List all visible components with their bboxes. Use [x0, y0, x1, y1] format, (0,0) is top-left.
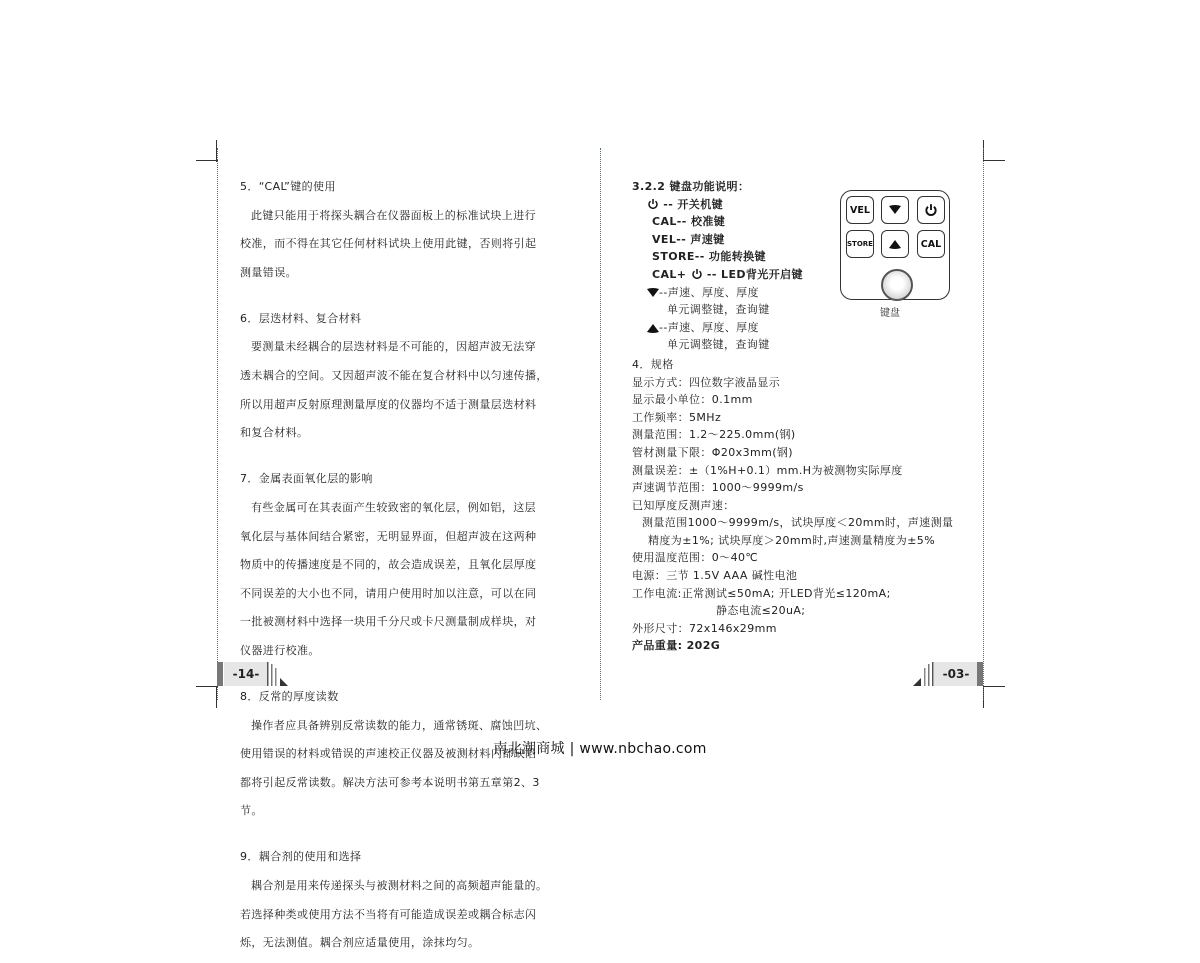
power-icon	[691, 268, 703, 280]
key-desc-text: --声速、厚度、厚度	[659, 320, 759, 334]
down-key-icon	[647, 288, 659, 298]
spec-line: 显示方式：四位数字液晶显示	[632, 375, 781, 389]
left-page	[240, 178, 570, 963]
keypad-illustration	[840, 190, 950, 300]
spec-line: 显示最小单位：0.1mm	[632, 393, 753, 407]
section-line: 都将引起反常读数。解决方法可参考本说明书第五章第2、3	[240, 775, 540, 789]
folio-stripes-icon	[266, 662, 290, 686]
power-icon	[924, 203, 938, 217]
fold-line-left	[217, 148, 218, 700]
section-oxide-layer	[240, 470, 570, 659]
fold-line-center	[600, 148, 601, 700]
spec-line: 产品重量: 202G	[632, 639, 721, 653]
folio-bar	[217, 662, 223, 686]
keypad-power-key	[917, 196, 945, 224]
section-line: 不同误差的大小也不同，请用户使用时加以注意，可以在同	[240, 586, 537, 600]
key-desc-text: VEL-- 声速键	[652, 232, 725, 246]
folio-stripes-icon	[911, 662, 935, 686]
spec-line: 精度为±1%; 试块厚度＞20mm时,声速测量精度为±5%	[648, 533, 936, 547]
page-number-right: -03-	[934, 662, 978, 686]
spec-title: 4．规格	[632, 357, 674, 371]
key-desc-down-cont	[632, 301, 977, 319]
section-line: 物质中的传播速度是不同的，故会造成误差，且氧化层厚度	[240, 558, 537, 572]
key-desc-up-cont	[632, 336, 977, 354]
section-couplant	[240, 848, 570, 951]
section-cal-key	[240, 178, 570, 281]
spec-line: 已知厚度反测声速：	[632, 498, 735, 512]
section-line: 要测量未经耦合的层迭材料是不可能的，因超声波无法穿	[251, 340, 536, 354]
section-line: 仪器进行校准。	[240, 643, 320, 657]
key-desc-text: -- 开关机键	[659, 197, 723, 211]
down-key-icon	[889, 205, 901, 215]
spec-line: 工作频率：5MHz	[632, 410, 722, 424]
section-line: 氧化层与基体间结合紧密，无明显界面，但超声波在这两种	[240, 529, 537, 543]
section-line: 测量错误。	[240, 265, 297, 279]
keypad-down-key	[881, 196, 909, 224]
key-desc-text: CAL-- 校准键	[652, 215, 726, 229]
spec-line: 管材测量下限：Φ20x3mm(钢)	[632, 445, 793, 459]
spec-line: 声速调节范围：1000～9999m/s	[632, 481, 804, 495]
key-desc-up	[632, 319, 977, 337]
power-icon	[647, 198, 659, 210]
section-line: 透未耦合的空间。又因超声波不能在复合材料中以匀速传播，	[240, 369, 548, 383]
keypad-caption: 键盘	[880, 308, 900, 319]
footer-site: 南北潮商城 | www.nbchao.com	[493, 741, 707, 757]
section-line: 耦合剂是用来传递探头与被测材料之间的高频超声能量的。	[251, 879, 548, 893]
keypad-up-key	[881, 230, 909, 258]
section-title: 9．耦合剂的使用和选择	[240, 850, 362, 864]
spec-line: 测量误差：±（1%H+0.1）mm.H为被测物实际厚度	[632, 463, 903, 477]
fold-line-right	[983, 148, 984, 700]
key-desc-text: STORE-- 功能转换键	[652, 250, 766, 264]
section-line: 所以用超声反射原理测量厚度的仪器均不适于测量层迭材料	[240, 397, 537, 411]
section-layered-materials	[240, 310, 570, 442]
spec-line: 外形尺寸：72x146x29mm	[632, 621, 777, 635]
section-line: 一批被测材料中选择一块用千分尺或卡尺测量制成样块，对	[240, 615, 537, 629]
crop-mark	[983, 160, 1005, 161]
key-desc-text: CAL+	[652, 267, 691, 281]
crop-mark	[983, 686, 1005, 687]
spec-line: 测量范围：1.2～225.0mm(钢)	[632, 428, 796, 442]
spec-line: 测量范围1000～9999m/s，试块厚度＜20mm时，声速测量	[642, 516, 954, 530]
section-line: 和复合材料。	[240, 426, 309, 440]
section-line: 校准，而不得在其它任何材料试块上使用此键，否则将引起	[240, 237, 537, 251]
keypad-vel-key: VEL	[846, 196, 874, 224]
spec-line: 静态电流≤20uA;	[716, 604, 806, 618]
spec-line: 使用温度范围：0～40℃	[632, 551, 759, 565]
section-line: 此键只能用于将探头耦合在仪器面板上的标准试块上进行	[251, 208, 536, 222]
keypad-store-key: STORE	[846, 230, 874, 258]
section-title: 7．金属表面氧化层的影响	[240, 472, 373, 486]
key-desc-text: 单元调整键，查询键	[667, 338, 770, 352]
section-line: 节。	[240, 804, 263, 818]
spec-line: 工作电流:正常测试≤50mA; 开LED背光≤120mA;	[632, 586, 891, 600]
folio-bar	[977, 662, 983, 686]
up-key-icon	[889, 239, 901, 249]
section-title: 8．反常的厚度读数	[240, 690, 339, 703]
keys-title: 3.2.2 键盘功能说明：	[632, 180, 750, 193]
crop-mark	[196, 686, 218, 687]
keypad-round-button	[881, 269, 913, 301]
section-title: 5．“CAL”键的使用	[240, 180, 336, 193]
key-desc-text: -- LED背光开启键	[702, 267, 803, 281]
key-desc-text: 单元调整键，查询键	[667, 303, 770, 317]
section-title: 6．层迭材料、复合材料	[240, 311, 362, 325]
section-line: 操作者应具备辨别反常读数的能力，通常锈斑、腐蚀凹坑、	[251, 718, 548, 732]
key-desc-text: --声速、厚度、厚度	[659, 285, 759, 299]
page-number-left: -14-	[224, 662, 268, 686]
section-line: 烁，无法测值。耦合剂应适量使用，涂抹均匀。	[240, 936, 480, 950]
section-line: 有些金属可在其表面产生较致密的氧化层，例如铝，这层	[251, 500, 536, 514]
section-line: 使用错误的材料或错误的声速校正仪器及被测材料内部缺陷	[240, 747, 537, 761]
keypad-cal-key: CAL	[917, 230, 945, 258]
spec-line: 电源：三节 1.5V AAA 碱性电池	[632, 569, 798, 583]
up-key-icon	[647, 323, 659, 333]
section-line: 若选择种类或使用方法不当将有可能造成误差或耦合标志闪	[240, 907, 537, 921]
crop-mark	[196, 160, 218, 161]
